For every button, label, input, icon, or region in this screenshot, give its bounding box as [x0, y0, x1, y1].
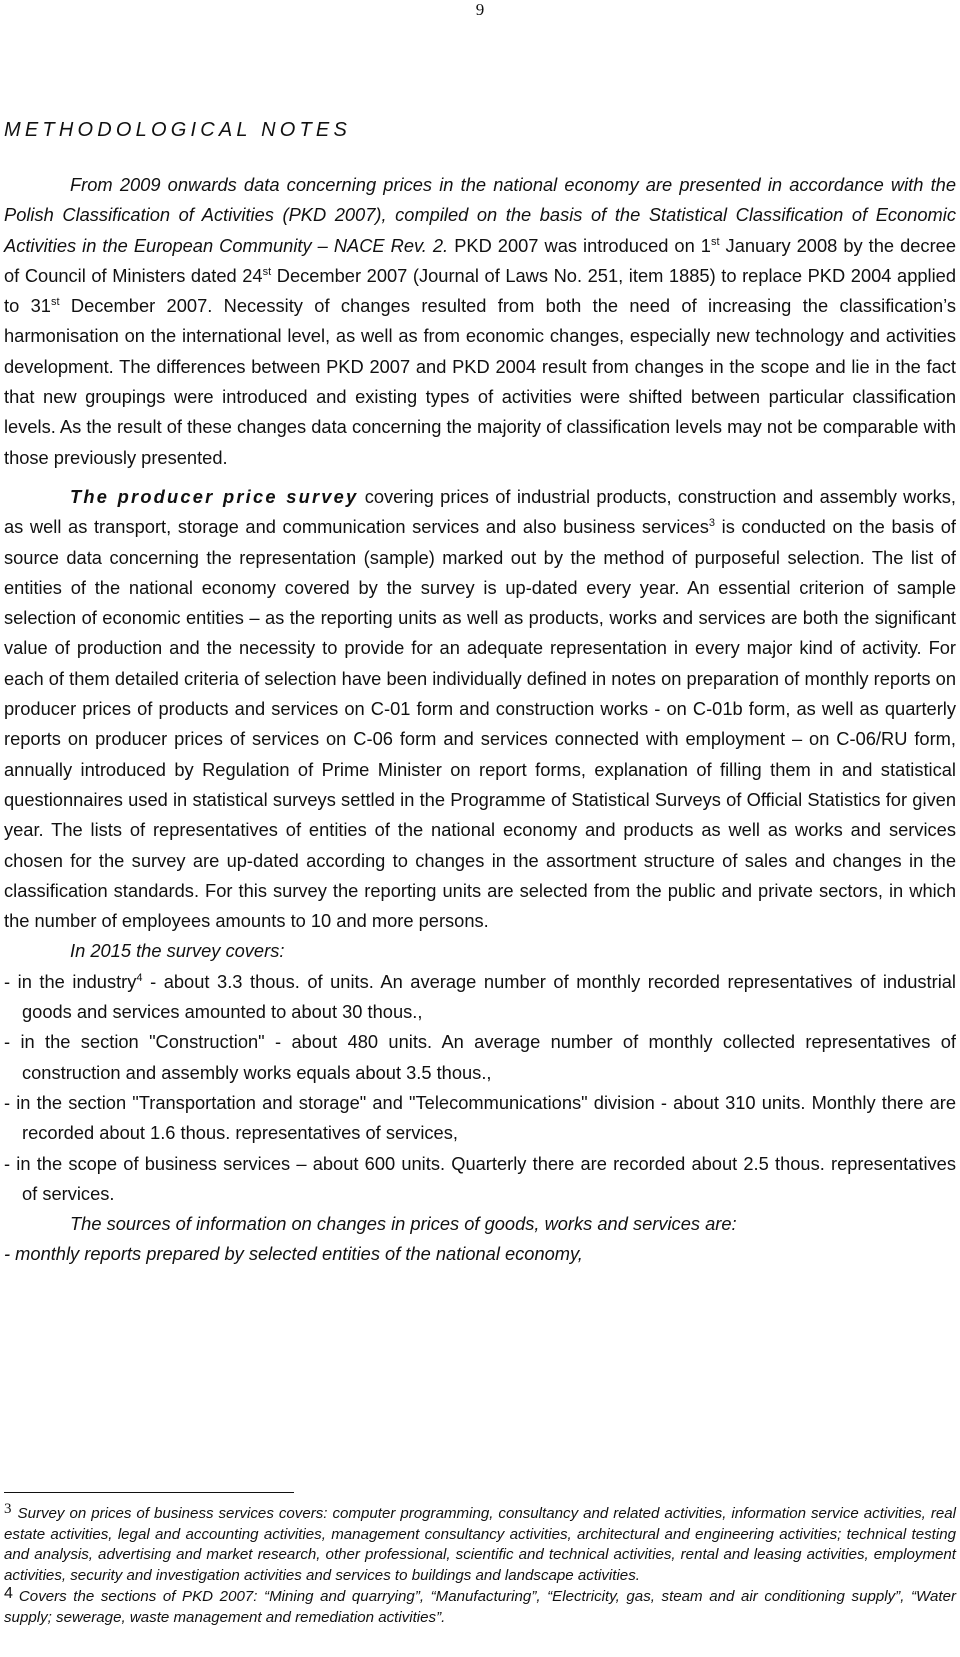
sources-item-monthly-reports — [4, 1239, 956, 1269]
coverage-intro — [4, 936, 956, 966]
footnote-4-text: Covers the sections of PKD 2007: “Mining and quarrying”, “Manufacturing”, “Electricity, gas, steam and air conditioning supply”, “Water supply; sewerage, waste management and remediation activities”. — [4, 1587, 956, 1626]
survey-text-part-a: covering prices of industrial products, construction and assembly works, as well as transport, storage and communication services and also business services — [4, 485, 956, 538]
sources-intro — [4, 1209, 956, 1239]
list-item-business-services: - in the scope of business services – about 600 units. Quarterly there are recorded about 2.5 thous. representatives of services. — [4, 1152, 956, 1204]
ordinal-suffix: st — [262, 265, 272, 278]
section-title: METHODOLOGICAL NOTES — [4, 119, 352, 141]
footnote-ref-4: 4 — [136, 971, 143, 984]
survey-text-part-b: is conducted on the basis of source data concerning the representation (sample) marked out by the method of purposeful selection. The list of entities of the national economy covered by the survey is up-dated every year. An essential criterion of sample selection of economic entities – as the reporting units as well as products, works and services are both the significant value of production and the necessity to provide for an adequate representation in every major kind of activity. For each of them detailed criteria of selection have been individually defined in notes on preparation of monthly reports on producer prices of products and services on C-01 form and construction works - on C-01b form, as well as quarterly reports on producer prices of services on C-06 form and services connected with employment – on C-06/RU form, annually introduced by Regulation of Prime Minister on report forms, explanation of filling them in and statistical questionnaires used in statistical surveys settled in the Programme of Statistical Surveys of Official Statistics for given year. The lists of representatives of entities of the national economy and products as well as works and services chosen for the survey are up-dated according to changes in the assortment structure of sales and changes in the classification standards. For this survey the reporting units are selected from the public and private sectors, in which the number of employees amounts to 10 and more persons. — [4, 516, 956, 932]
footnote-3-mark: 3 — [4, 1501, 12, 1517]
pkd-intro-part-c: December 2007 (Journal of Laws No. 251, item 1885) to replace PKD 2004 applied to 31 — [4, 264, 956, 317]
sources-item-text: - monthly reports prepared by selected entities of the national economy, — [4, 1243, 583, 1265]
pkd-intro-part-b: January 2008 by the decree of Council of Ministers dated 24 — [4, 234, 956, 286]
pkd-intro-part-d: December 2007. — [59, 295, 213, 317]
pkd-intro-part-a: PKD 2007 was introduced on 1 — [454, 234, 711, 256]
footnote-3-text: Survey on prices of business services covers: computer programming, consultancy and related activities, information service activities, real estate activities, legal and accounting activities, management consultancy activities, architectural and engineering activities; technical testing and analysis, advertising and market research, other professional, scientific and technical activities, rental and leasing activities, employment activities, security and investigation activities and services to buildings and landscape activities. — [4, 1505, 956, 1585]
ordinal-suffix: st — [50, 296, 60, 309]
survey-heading-term: The producer price survey — [70, 485, 359, 507]
coverage-intro-text: In 2015 the survey covers: — [70, 940, 285, 962]
intro-paragraph — [4, 170, 956, 473]
survey-paragraph — [4, 482, 956, 936]
page-number: 9 — [475, 0, 485, 19]
list-item-transportation: - in the section "Transportation and storage" and "Telecommunications" division - about 310 units. Monthly there are recorded about 1.6 thous. representatives of services, — [4, 1091, 956, 1144]
footnote-ref-3: 3 — [708, 517, 716, 530]
industry-text-b: - about 3.3 thous. of units. An average number of monthly recorded representatives of industrial goods and services amounted to about 30 thous., — [22, 970, 956, 1023]
footnote-divider — [4, 1492, 294, 1493]
sources-intro-text: The sources of information on changes in prices of goods, works and services are: — [70, 1213, 737, 1235]
list-item-industry — [4, 967, 956, 1028]
industry-text-a: - in the industry — [4, 970, 137, 992]
changes-explanation: Necessity of changes resulted from both the need of increasing the classification’s harmonisation on the international level, as well as from economic changes, especially new technology and activities development. The differences between PKD 2007 and PKD 2004 result from changes in the scope and lie in the fact that new groupings were introduced and existing types of activities were shifted between particular classification levels. As the result of these changes data concerning the majority of classification levels may not be comparable with those previously presented. — [4, 295, 956, 468]
intro-sentence: From 2009 onwards data concerning prices in the national economy are presented in accordance with the Polish Classification of Activities (PKD 2007), compiled on the basis of the Statistical Classification of Economic Activities in the European Community – NACE Rev. 2. — [4, 174, 956, 256]
footnotes — [4, 1501, 956, 1628]
footnote-4-mark: 4 — [4, 1584, 13, 1602]
body-text — [4, 170, 956, 1270]
footnote-4 — [4, 1584, 956, 1628]
footnote-3 — [4, 1501, 956, 1587]
list-item-construction: - in the section "Construction" - about 480 units. An average number of monthly collected representatives of construction and assembly works equals about 3.5 thous., — [4, 1031, 956, 1083]
ordinal-suffix: st — [710, 235, 720, 248]
